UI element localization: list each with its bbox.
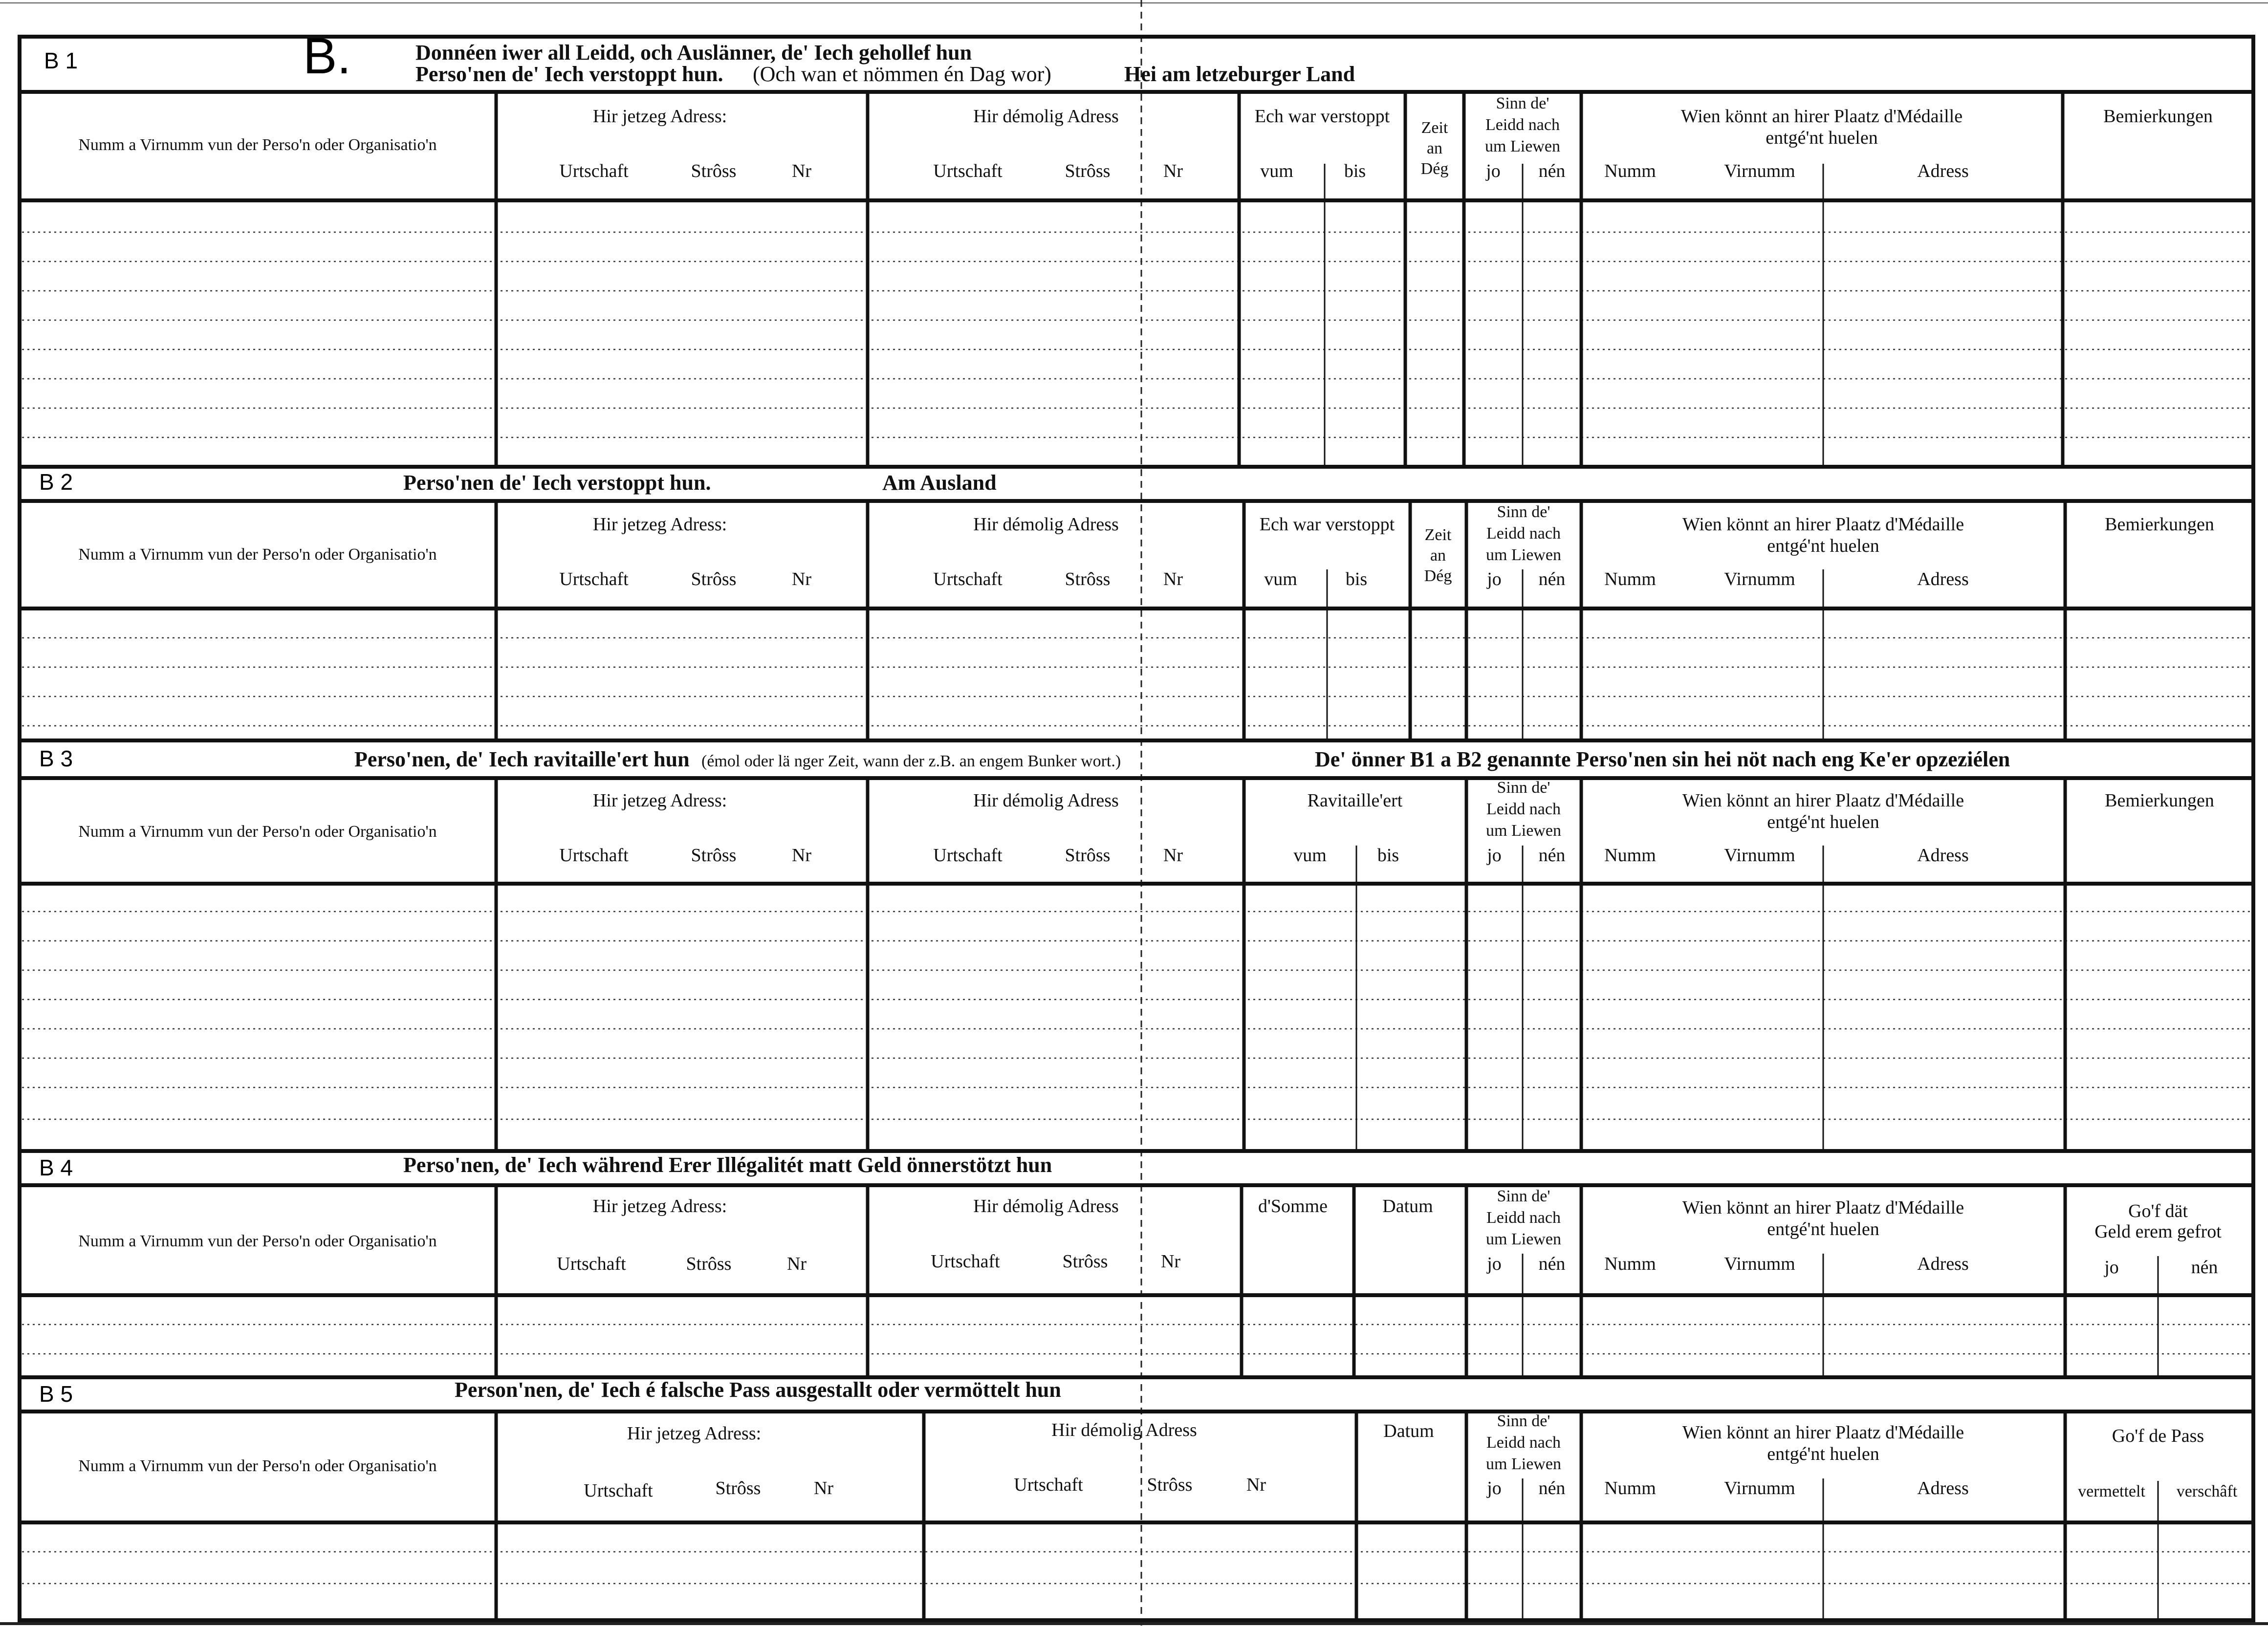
col-street: Strôss [715,1478,761,1499]
col-obtained: verschâft [2176,1482,2238,1500]
col-locality: Urtschaft [933,569,1003,589]
col-arranged: vermettelt [2078,1482,2145,1500]
col-money-back: Geld erem gefrot [2094,1221,2222,1242]
col-former-address: Hir démolig Adress [973,514,1119,535]
col-alive: Sinn de' [1497,1187,1550,1205]
col-remarks: Bemierkungen [2105,790,2214,811]
col-last-name: Numm [1604,1478,1656,1499]
col-contact: entgé'nt huelen [1766,128,1878,148]
col-first-name: Virnumm [1724,161,1795,181]
col-last-name: Numm [1604,1254,1656,1274]
col-alive: um Liewen [1486,546,1561,564]
col-passport: Go'f de Pass [2112,1426,2204,1446]
col-street: Strôss [691,569,737,589]
col-from: vum [1293,845,1327,866]
col-first-name: Virnumm [1724,1478,1795,1499]
col-contact: Wien könnt an hirer Plaatz d'Médaille [1682,790,1964,811]
col-alive: Sinn de' [1496,94,1549,112]
col-alive: Leidd nach [1485,116,1560,134]
col-name: Numm a Virnumm vun der Perso'n oder Organisatio'n [78,1457,437,1475]
col-number: Nr [1163,845,1183,866]
col-locality: Urtschaft [933,161,1003,181]
section-title: Perso'nen de' Iech verstoppt hun. [403,471,711,495]
col-former-address: Hir démolig Adress [973,790,1119,811]
col-days: Zeit [1424,526,1452,544]
col-locality: Urtschaft [559,161,629,181]
col-no: nén [2191,1257,2218,1278]
col-period: Ravitaille'ert [1307,790,1403,811]
col-number: Nr [1160,1251,1181,1272]
section-code: B 2 [39,469,73,495]
col-to: bis [1344,161,1366,181]
col-first-name: Virnumm [1724,845,1795,866]
col-remarks: Bemierkungen [2103,106,2213,127]
col-address: Adress [1917,1254,1969,1274]
col-days: an [1430,546,1446,565]
col-alive: Leidd nach [1486,524,1561,543]
col-sum: d'Somme [1258,1196,1328,1216]
col-current-address: Hir jetzeg Adress: [592,514,727,535]
col-contact: Wien könnt an hirer Plaatz d'Médaille [1682,1197,1964,1218]
col-first-name: Virnumm [1724,1254,1795,1274]
section-title: Person'nen, de' Iech é falsche Pass ausgestallt oder vermöttelt hun [455,1378,1061,1402]
col-street: Strôss [691,161,737,181]
col-alive: um Liewen [1486,822,1561,840]
col-last-name: Numm [1604,569,1656,589]
col-current-address: Hir jetzeg Adress: [627,1423,762,1444]
col-alive: Leidd nach [1486,1434,1561,1452]
col-number: Nr [791,161,812,181]
col-date: Datum [1383,1421,1434,1441]
col-locality: Urtschaft [931,1251,1000,1272]
col-alive: Sinn de' [1497,503,1550,521]
col-days: Zeit [1421,119,1448,137]
col-current-address: Hir jetzeg Adress: [592,1196,727,1216]
section-note: (Och wan et nömmen én Dag wor) [753,62,1051,86]
section-region: Hei am letzeburger Land [1124,62,1355,86]
section-code: B 3 [39,746,73,771]
col-contact: entgé'nt huelen [1767,812,1879,832]
col-contact: Wien könnt an hirer Plaatz d'Médaille [1680,106,1963,127]
col-street: Strôss [691,845,737,866]
col-name: Numm a Virnumm vun der Perso'n oder Organisatio'n [78,136,437,154]
section-code: B 1 [44,48,78,73]
col-current-address: Hir jetzeg Adress: [592,106,727,127]
col-last-name: Numm [1604,845,1656,866]
section-subtitle: Perso'nen de' Iech verstoppt hun. [415,62,723,86]
col-number: Nr [1163,161,1183,181]
col-yes: jo [1487,1254,1502,1274]
col-to: bis [1345,569,1368,589]
col-from: vum [1264,569,1297,589]
section-code: B 5 [39,1381,73,1407]
col-locality: Urtschaft [933,845,1003,866]
col-address: Adress [1917,1478,1969,1499]
section-title: Perso'nen, de' Iech ravitaille'ert hun [354,747,690,771]
col-alive: Sinn de' [1497,779,1550,797]
col-number: Nr [791,569,812,589]
col-name: Numm a Virnumm vun der Perso'n oder Organisatio'n [78,545,437,564]
col-days: Dég [1420,160,1449,178]
col-period: Ech war verstoppt [1254,106,1390,127]
col-no: nén [1538,569,1566,589]
col-locality: Urtschaft [584,1480,653,1501]
section-extra-note: De' önner B1 a B2 genannte Perso'nen sin hei nöt nach eng Ke'er opzeziélen [1315,747,2010,771]
col-alive: Leidd nach [1486,1209,1561,1227]
col-number: Nr [791,845,812,866]
col-contact: entgé'nt huelen [1767,536,1879,556]
col-name: Numm a Virnumm vun der Perso'n oder Organisatio'n [78,1232,437,1250]
col-alive: um Liewen [1486,1455,1561,1473]
col-contact: Wien könnt an hirer Plaatz d'Médaille [1682,514,1964,535]
col-street: Strôss [1065,569,1111,589]
col-no: nén [1538,1478,1566,1499]
col-street: Strôss [1147,1475,1193,1495]
col-no: nén [1538,161,1566,181]
col-from: vum [1260,161,1293,181]
col-yes: jo [1487,569,1502,589]
col-address: Adress [1917,569,1969,589]
col-first-name: Virnumm [1724,569,1795,589]
col-street: Strôss [1062,1251,1108,1272]
col-contact: entgé'nt huelen [1767,1444,1879,1464]
section-code: B 4 [39,1155,73,1180]
col-number: Nr [1246,1475,1266,1495]
col-locality: Urtschaft [559,845,629,866]
col-yes: jo [2104,1257,2119,1278]
col-former-address: Hir démolig Adress [973,1196,1119,1216]
col-locality: Urtschaft [1014,1475,1083,1495]
col-street: Strôss [1065,845,1111,866]
col-date: Datum [1382,1196,1433,1216]
col-number: Nr [813,1478,834,1499]
col-former-address: Hir démolig Adress [1051,1420,1197,1440]
form-letter: B. [303,28,351,85]
col-number: Nr [786,1254,807,1274]
col-name: Numm a Virnumm vun der Perso'n oder Organisatio'n [78,823,437,841]
col-yes: jo [1486,161,1501,181]
col-alive: Leidd nach [1486,800,1561,818]
col-locality: Urtschaft [559,569,629,589]
col-money-back: Go'f dät [2128,1201,2188,1221]
col-alive: um Liewen [1485,137,1560,155]
col-period: Ech war verstoppt [1259,514,1395,535]
col-street: Strôss [686,1254,732,1274]
col-days: an [1426,139,1443,157]
col-to: bis [1377,845,1399,866]
col-address: Adress [1917,845,1969,866]
col-no: nén [1538,1254,1566,1274]
col-address: Adress [1917,161,1969,181]
section-note: (émol oder lä nger Zeit, wann der z.B. an engem Bunker wort.) [701,752,1121,770]
col-remarks: Bemierkungen [2105,514,2214,535]
col-locality: Urtschaft [557,1254,626,1274]
col-last-name: Numm [1604,161,1656,181]
col-former-address: Hir démolig Adress [973,106,1119,127]
col-alive: Sinn de' [1497,1412,1550,1430]
col-contact: entgé'nt huelen [1767,1219,1879,1239]
col-number: Nr [1163,569,1183,589]
col-current-address: Hir jetzeg Adress: [592,790,727,811]
col-contact: Wien könnt an hirer Plaatz d'Médaille [1682,1422,1964,1443]
section-title: Perso'nen, de' Iech während Erer Illégalitét matt Geld önnerstötzt hun [403,1153,1052,1177]
col-alive: um Liewen [1486,1230,1561,1248]
section-region: Am Ausland [882,471,997,495]
col-days: Dég [1424,567,1452,585]
col-yes: jo [1487,1478,1502,1499]
col-yes: jo [1487,845,1502,866]
col-no: nén [1538,845,1566,866]
section-title: Donnéen iwer all Leidd, och Auslänner, de' Iech gehollef hun [415,41,972,65]
col-street: Strôss [1065,161,1111,181]
